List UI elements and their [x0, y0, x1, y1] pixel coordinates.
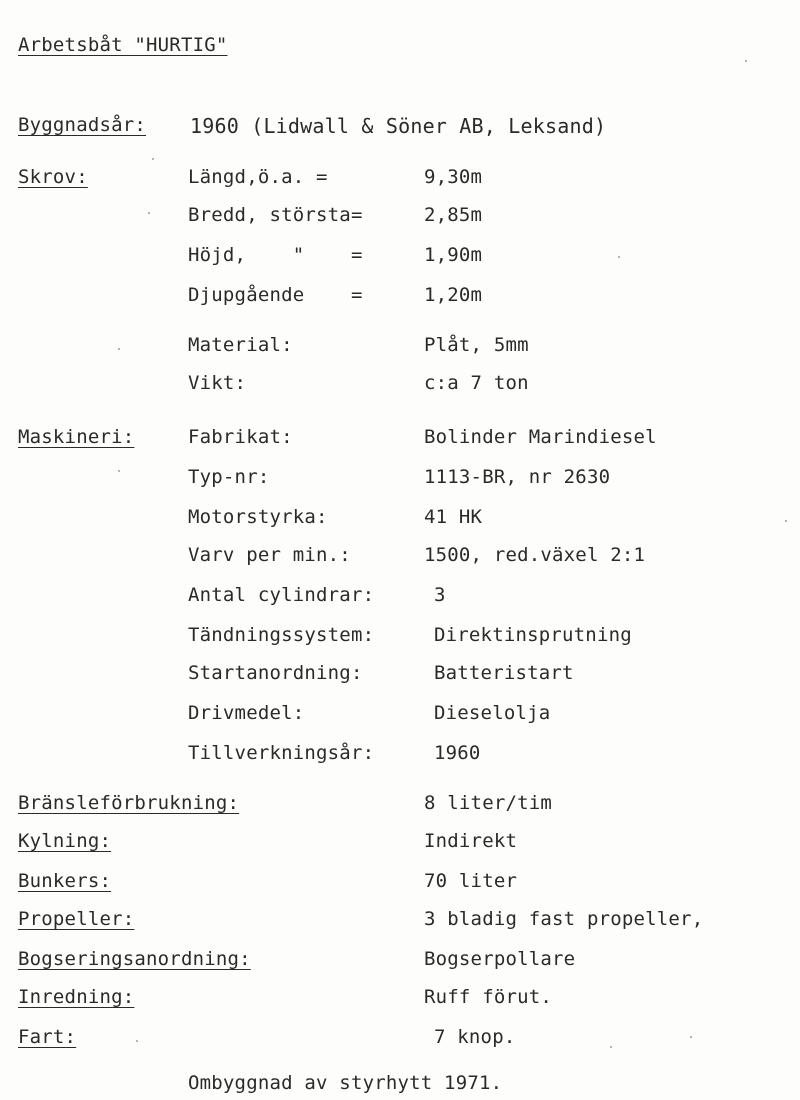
other-value-cooling: Indirekt	[424, 830, 518, 852]
hull-material-value: Plåt, 5mm	[424, 334, 529, 356]
machinery-value-starter: Batteristart	[434, 662, 574, 684]
machinery-label-cylinders: Antal cylindrar:	[188, 584, 375, 606]
hull-draft-value: 1,20m	[424, 284, 483, 306]
machinery-label-manufacture-year: Tillverkningsår:	[188, 742, 375, 764]
other-label-speed: Fart:	[18, 1026, 77, 1048]
machinery-value-type: 1113-BR, nr 2630	[424, 466, 611, 488]
hull-width-value: 2,85m	[424, 204, 483, 226]
scan-speck	[118, 348, 120, 350]
machinery-value-make: Bolinder Marindiesel	[424, 426, 657, 448]
machinery-label-ignition: Tändningssystem:	[188, 624, 375, 646]
other-value-fuel-consumption: 8 liter/tim	[424, 792, 553, 814]
machinery-label-starter: Startanordning:	[188, 662, 363, 684]
hull-weight-label: Vikt:	[188, 372, 247, 394]
scan-speck	[745, 60, 747, 62]
machinery-label-power: Motorstyrka:	[188, 506, 328, 528]
hull-section-label: Skrov:	[18, 166, 88, 188]
other-label-towing: Bogseringsanordning:	[18, 948, 251, 970]
other-value-bunkers: 70 liter	[424, 870, 518, 892]
other-label-interior: Inredning:	[18, 986, 135, 1008]
machinery-value-power: 41 HK	[424, 506, 483, 528]
machinery-label-fuel: Drivmedel:	[188, 702, 305, 724]
machinery-label-make: Fabrikat:	[188, 426, 293, 448]
machinery-value-ignition: Direktinsprutning	[434, 624, 632, 646]
machinery-label-rpm: Varv per min.:	[188, 544, 351, 566]
other-value-towing: Bogserpollare	[424, 948, 576, 970]
machinery-value-manufacture-year: 1960	[434, 742, 481, 764]
hull-draft-label: Djupgående =	[188, 284, 363, 306]
build-year-value: 1960 (Lidwall & Söner AB, Leksand)	[190, 114, 607, 138]
hull-weight-value: c:a 7 ton	[424, 372, 529, 394]
hull-height-value: 1,90m	[424, 244, 483, 266]
other-label-propeller: Propeller:	[18, 908, 135, 930]
hull-length-label: Längd,ö.a. =	[188, 166, 328, 188]
other-label-bunkers: Bunkers:	[18, 870, 112, 892]
other-value-propeller: 3 bladig fast propeller,	[424, 908, 704, 930]
hull-material-label: Material:	[188, 334, 293, 356]
scan-speck	[690, 1036, 692, 1038]
document-title: Arbetsbåt "HURTIG"	[18, 34, 228, 56]
machinery-value-fuel: Dieselolja	[434, 702, 551, 724]
machinery-value-rpm: 1500, red.växel 2:1	[424, 544, 646, 566]
other-value-interior: Ruff förut.	[424, 986, 553, 1008]
scan-speck	[118, 470, 120, 472]
machinery-value-cylinders: 3	[434, 584, 446, 606]
scan-speck	[152, 158, 154, 160]
hull-height-label: Höjd, " =	[188, 244, 363, 266]
scan-speck	[148, 212, 150, 214]
other-value-speed: 7 knop.	[434, 1026, 516, 1048]
hull-length-value: 9,30m	[424, 166, 483, 188]
other-label-cooling: Kylning:	[18, 830, 112, 852]
footer-note: Ombyggnad av styrhytt 1971.	[188, 1072, 503, 1094]
scan-speck	[610, 1046, 612, 1048]
machinery-section-label: Maskineri:	[18, 426, 135, 448]
hull-width-label: Bredd, största=	[188, 204, 363, 226]
scan-speck	[618, 256, 620, 258]
build-year-label: Byggnadsår:	[18, 114, 147, 136]
scan-speck	[785, 520, 787, 522]
scan-speck	[136, 1040, 138, 1042]
other-label-fuel-consumption: Bränsleförbrukning:	[18, 792, 240, 814]
machinery-label-type: Typ-nr:	[188, 466, 270, 488]
